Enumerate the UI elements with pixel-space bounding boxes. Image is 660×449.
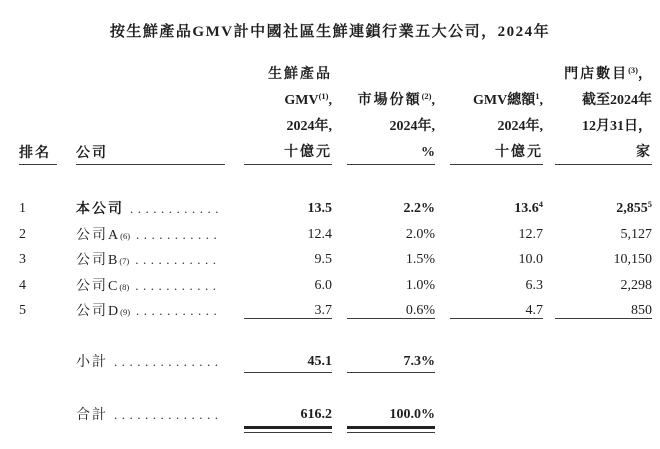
header-line: 2024年, <box>389 119 435 134</box>
header-rule-gmv <box>244 164 332 165</box>
header-line: 十億元 <box>495 145 543 160</box>
stores-cell: 5,127 <box>620 227 652 242</box>
footnote-ref: (2) <box>421 91 432 101</box>
gmv-cell: 6.0 <box>314 278 332 293</box>
header-line: GMV$^{(1)}$, <box>284 91 332 108</box>
total-gmv-cell: 12.7 <box>518 227 543 242</box>
header-line: 2024年, <box>497 119 543 134</box>
rule-gmv <box>244 318 332 319</box>
share-cell: 1.5% <box>405 252 435 267</box>
rank-cell: 2 <box>19 227 26 242</box>
dot-leader <box>136 302 221 320</box>
subtotal-share-cell: 7.3% <box>403 354 435 369</box>
company-cell: 公司D (9) ..... <box>76 302 223 321</box>
rank-cell: 1 <box>19 201 26 216</box>
header-line: 門店數目$^{(3)}$， <box>564 65 652 82</box>
rule-share <box>347 318 435 319</box>
total-gmv-cell: 4.7 <box>525 303 543 318</box>
total-double-rule-share-thin <box>347 432 435 433</box>
stores-cell: 850 <box>631 303 652 318</box>
company-cell: 本公司 ..... <box>76 200 223 219</box>
header-line: GMV總額$^1$, <box>473 91 543 108</box>
dot-leader <box>135 277 221 295</box>
stores-cell: 2,855$^5$ <box>616 199 652 216</box>
subtotal-row <box>0 353 660 371</box>
dot-leader <box>114 406 221 424</box>
share-cell: 2.2% <box>403 201 435 216</box>
total-label-cell: 合計 ..... <box>76 406 223 425</box>
header-rank-label: 排名 <box>19 146 51 161</box>
company-cell: 公司C (8) ..... <box>76 277 223 296</box>
share-cell: 2.0% <box>405 227 435 242</box>
table-row <box>0 277 660 295</box>
subtotal-rule-share <box>347 372 435 373</box>
header-line: 家 <box>636 145 652 160</box>
header-company-label: 公司 <box>76 146 108 161</box>
total-double-rule-share-thick <box>347 426 435 429</box>
header-rule-rank <box>19 164 57 165</box>
page-title: 按生鮮產品GMV計中國社區生鮮連鎖行業五大公司，2024年 <box>109 24 551 40</box>
header-rule-company <box>76 164 225 165</box>
header-col-store-count <box>522 62 652 166</box>
rank-cell: 3 <box>19 252 26 267</box>
gmv-cell: 13.5 <box>307 201 332 216</box>
total-double-rule-gmv-thick <box>244 426 332 429</box>
header-rule-share <box>347 164 435 165</box>
header-rule-stores <box>555 164 652 165</box>
header-line: 2024年, <box>286 119 332 134</box>
table-row <box>0 200 660 218</box>
dot-leader <box>136 226 221 244</box>
gmv-cell: 12.4 <box>307 227 332 242</box>
dot-leader <box>114 353 221 371</box>
total-gmv-cell: 10.0 <box>518 252 543 267</box>
total-share-cell: 100.0% <box>389 407 435 422</box>
stores-cell: 10,150 <box>613 252 652 267</box>
stores-cell: 2,298 <box>620 278 652 293</box>
dot-leader <box>135 251 221 269</box>
rule-total <box>450 318 543 319</box>
header-line: 12月31日， <box>582 119 652 134</box>
header-line: 生鮮產品 <box>268 67 332 82</box>
footnote-ref: (1) <box>318 91 329 101</box>
company-cell: 公司B (7) ..... <box>76 251 223 270</box>
subtotal-rule-gmv <box>244 372 332 373</box>
subtotal-gmv-cell: 45.1 <box>307 354 332 369</box>
header-line: % <box>421 145 435 160</box>
total-gmv-cell: 616.2 <box>300 407 332 422</box>
header-line: 市場份額$^{(2)}$, <box>357 91 435 108</box>
total-gmv-cell: 13.6$^4$ <box>514 199 543 216</box>
rule-stores <box>555 318 652 319</box>
total-gmv-cell: 6.3 <box>525 278 543 293</box>
gmv-cell: 3.7 <box>314 303 332 318</box>
footnote-ref: 4 <box>538 199 543 209</box>
dot-leader <box>130 200 221 218</box>
company-cell: 公司A (6) ..... <box>76 226 223 245</box>
table-row <box>0 226 660 244</box>
share-cell: 1.0% <box>405 278 435 293</box>
total-row <box>0 406 660 424</box>
gmv-cell: 9.5 <box>314 252 332 267</box>
header-line: 截至2024年 <box>582 93 652 108</box>
rank-cell: 4 <box>19 278 26 293</box>
share-cell: 0.6% <box>405 303 435 318</box>
subtotal-label-cell: 小計 ..... <box>76 353 223 372</box>
table-row <box>0 251 660 269</box>
header-rule-total <box>450 164 543 165</box>
footnote-ref: 1 <box>535 91 540 101</box>
total-double-rule-gmv-thin <box>244 432 332 433</box>
footnote-ref: (3) <box>628 65 638 75</box>
rank-cell: 5 <box>19 303 26 318</box>
header-line: 十億元 <box>284 145 332 160</box>
footnote-ref: 5 <box>647 199 652 209</box>
